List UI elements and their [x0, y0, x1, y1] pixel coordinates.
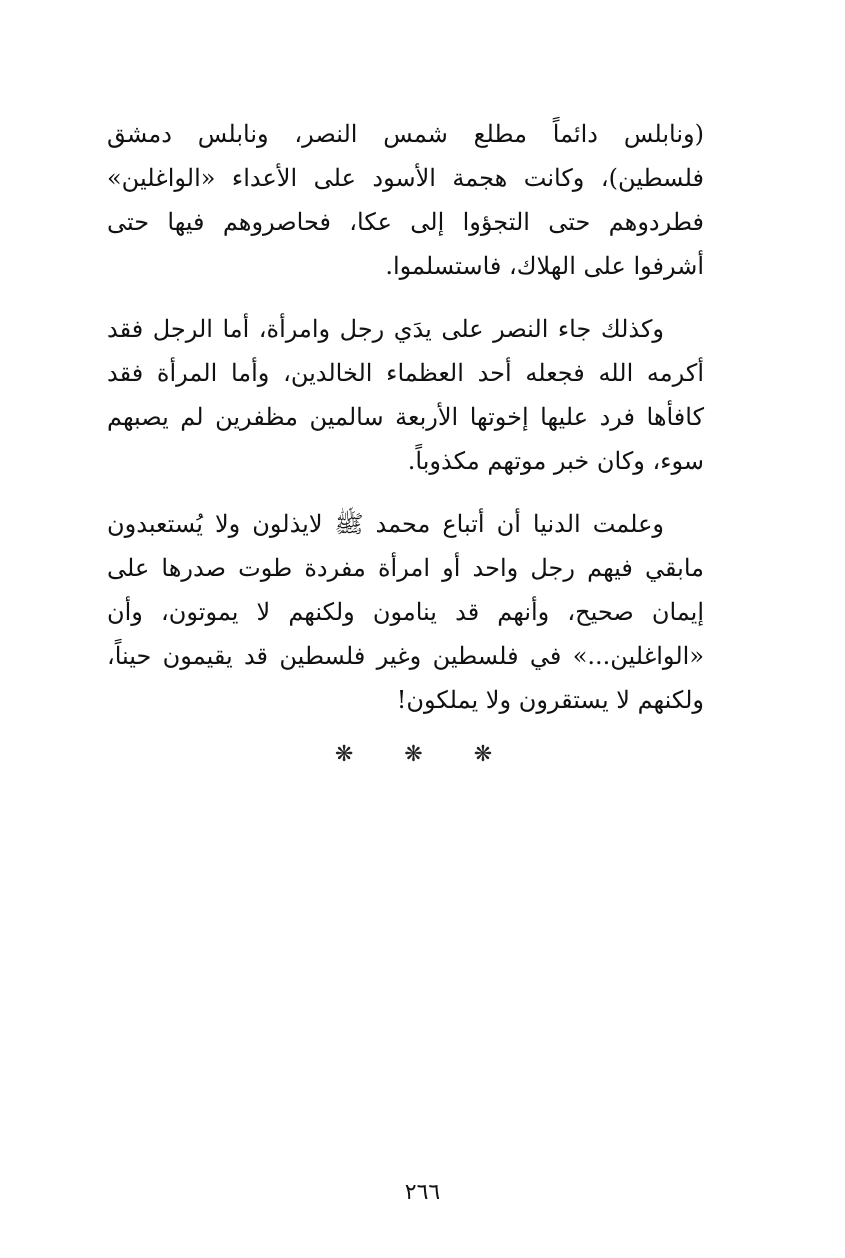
section-separator [0, 742, 845, 767]
page-number: ٢٦٦ [404, 1180, 441, 1205]
paragraph-3: وعلمت الدنيا أن أتباع محمد ﷺ لايذلون ولا يُستعبدون مابقي فيهم رجل واحد أو امرأة مفردة طوت صدرها على إيمان صحيح، وأنهم قد ينامون ولكنهم لا يموتون، وأن «الواغلين...» في فلسطين وغير فلسطين قد يقيمون حيناً، ولكنهم لا يستقرون ولا يملكون! [107, 510, 704, 714]
asterisk-ornament-icon: ❋ [404, 742, 441, 767]
body-text [107, 112, 704, 722]
paragraph-2: وكذلك جاء النصر على يدَي رجل وامرأة، أما الرجل فقد أكرمه الله فجعله أحد العظماء الخالدين، وأما المرأة فقد كافأها فرد عليها إخوتها الأربعة سالمين مظفرين لم يصبهم سوء، وكان خبر موتهم مكذوباً. [107, 315, 704, 475]
asterisk-ornament-icon: ❋ [473, 742, 511, 767]
paragraph-1: (ونابلس دائماً مطلع شمس النصر، ونابلس دمشق فلسطين)، وكانت هجمة الأسود على الأعداء «الواغلين» فطردوهم حتى التجؤوا إلى عكا، فحاصروهم فيها حتى أشرفوا على الهلاك، فاستسلموا. [107, 120, 704, 280]
asterisk-ornament-icon: ❋ [334, 742, 372, 767]
